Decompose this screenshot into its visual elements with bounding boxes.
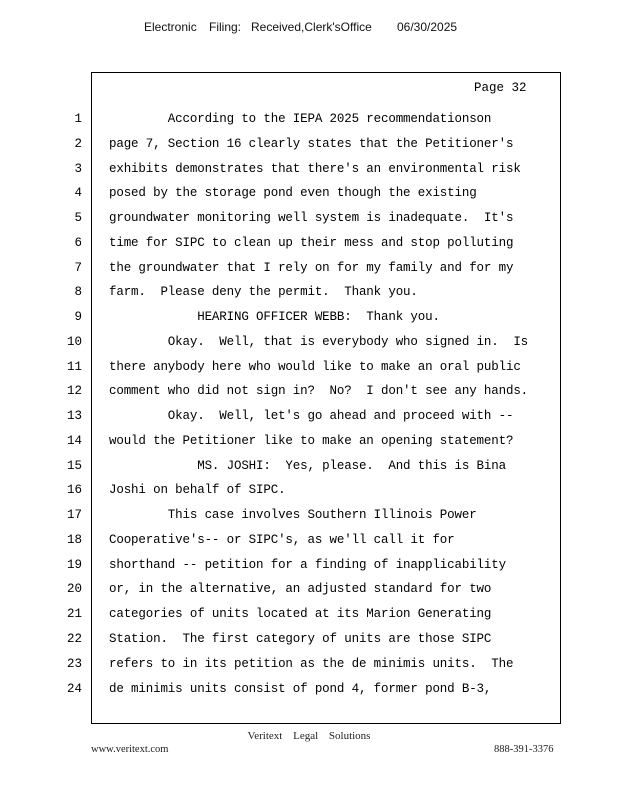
transcript-line: MS. JOSHI: Yes, please. And this is Bina — [109, 459, 506, 473]
line-number: 5 — [74, 211, 82, 225]
line-number: 24 — [66, 682, 82, 696]
line-number: 19 — [66, 558, 82, 572]
footer-company-word: Veritext — [247, 730, 283, 742]
header-date: 06/30/2025 — [397, 20, 458, 34]
transcript-line: Okay. Well, let's go ahead and proceed with -- — [109, 409, 514, 423]
line-number: 22 — [66, 632, 82, 646]
transcript-line: the groundwater that I rely on for my family and for my — [109, 261, 514, 275]
line-number: 13 — [66, 409, 82, 423]
transcript-line: groundwater monitoring well system is inadequate. It's — [109, 211, 514, 225]
footer-company — [0, 730, 618, 742]
transcript-line: would the Petitioner like to make an opening statement? — [109, 434, 514, 448]
transcript-line: refers to in its petition as the de minimis units. The — [109, 657, 514, 671]
line-number: 20 — [66, 582, 82, 596]
line-number: 2 — [74, 137, 82, 151]
transcript-line: exhibits demonstrates that there's an environmental risk — [109, 162, 521, 176]
line-number: 3 — [74, 162, 82, 176]
line-number: 15 — [66, 459, 82, 473]
transcript-line: shorthand -- petition for a finding of inapplicability — [109, 558, 506, 572]
transcript-line: This case involves Southern Illinois Power — [109, 508, 477, 522]
line-number: 11 — [66, 360, 82, 374]
footer-company-word: Solutions — [328, 730, 371, 742]
header-received: Received,Clerk'sOffice — [251, 20, 372, 34]
transcript-line: Okay. Well, that is everybody who signed in. Is — [109, 335, 529, 349]
transcript-line: time for SIPC to clean up their mess and stop polluting — [109, 236, 514, 250]
transcript-line: HEARING OFFICER WEBB: Thank you. — [109, 310, 440, 324]
line-number: 10 — [66, 335, 82, 349]
transcript-line: posed by the storage pond even though the existing — [109, 186, 477, 200]
line-number: 1 — [74, 112, 82, 126]
transcript-line: Station. The first category of units are those SIPC — [109, 632, 492, 646]
line-number: 21 — [66, 607, 82, 621]
footer-company-word: Legal — [293, 730, 319, 742]
transcript-line: or, in the alternative, an adjusted standard for two — [109, 582, 492, 596]
line-number: 18 — [66, 533, 82, 547]
transcript-line: de minimis units consist of pond 4, former pond B-3, — [109, 682, 492, 696]
footer-website: www.veritext.com — [91, 744, 169, 755]
transcript-line: farm. Please deny the permit. Thank you. — [109, 285, 418, 299]
transcript-line: page 7, Section 16 clearly states that the Petitioner's — [109, 137, 514, 151]
transcript-line: there anybody here who would like to make an oral public — [109, 360, 521, 374]
transcript-line: Cooperative's-- or SIPC's, as we'll call it for — [109, 533, 455, 547]
line-number: 9 — [74, 310, 82, 324]
footer-phone: 888-391-3376 — [494, 744, 554, 755]
line-number: 4 — [74, 186, 82, 200]
line-number: 16 — [66, 483, 82, 497]
transcript-line: comment who did not sign in? No? I don't see any hands. — [109, 384, 529, 398]
line-number: 14 — [66, 434, 82, 448]
line-number: 17 — [66, 508, 82, 522]
line-number: 12 — [66, 384, 82, 398]
transcript-line: Joshi on behalf of SIPC. — [109, 483, 286, 497]
page-number: Page 32 — [474, 81, 527, 95]
line-number: 23 — [66, 657, 82, 671]
header-electronic: Electronic — [144, 20, 197, 34]
transcript-line: categories of units located at its Marion Generating — [109, 607, 492, 621]
transcript-line: According to the IEPA 2025 recommendationson — [109, 112, 492, 126]
line-number: 8 — [74, 285, 82, 299]
line-number: 7 — [74, 261, 82, 275]
line-number: 6 — [74, 236, 82, 250]
filing-header — [0, 20, 618, 36]
header-filing: Filing: — [209, 20, 242, 34]
